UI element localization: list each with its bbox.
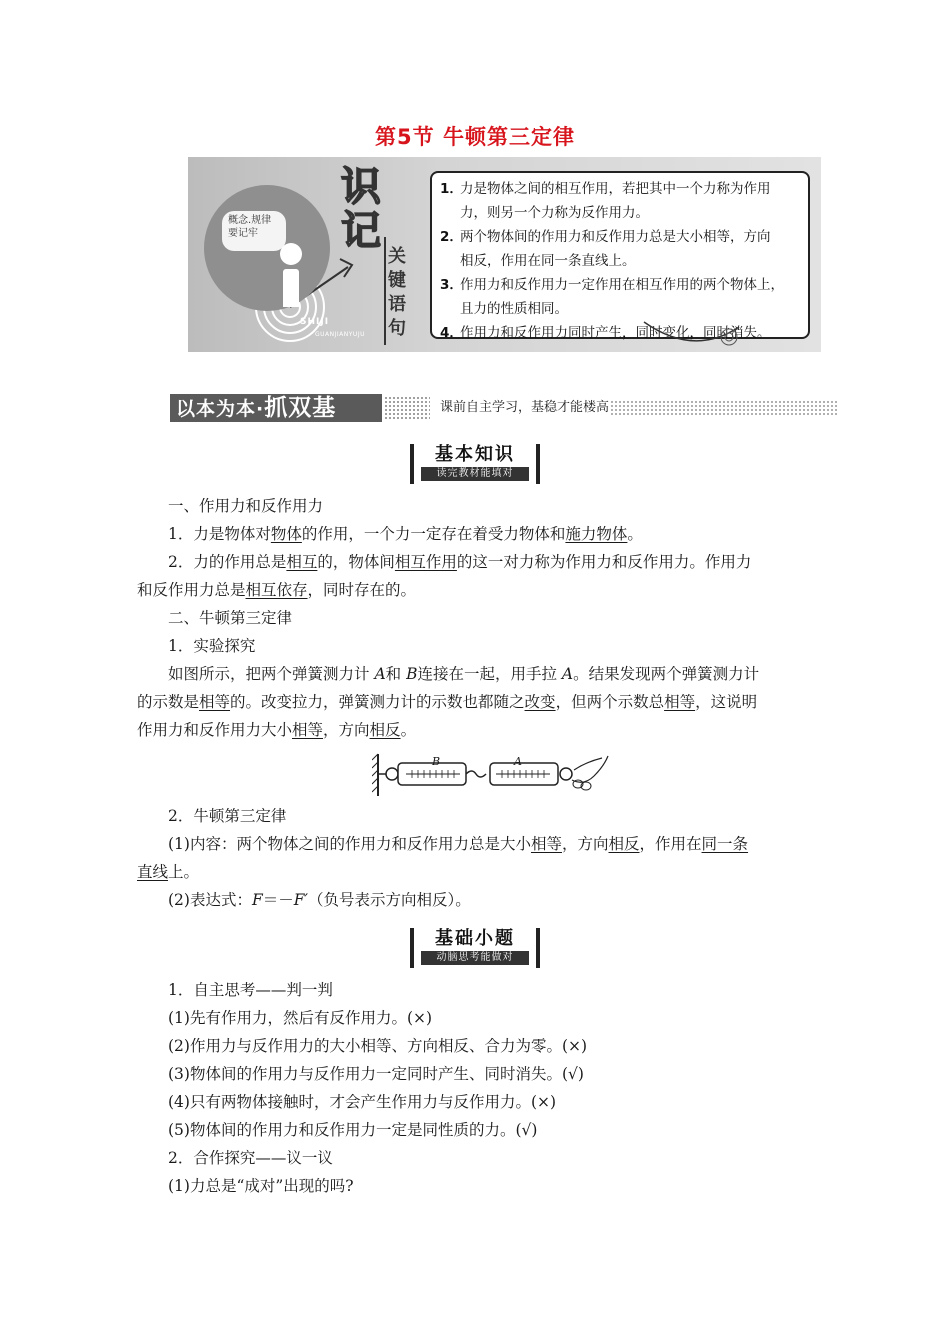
heading: 一、作用力和反作用力: [168, 497, 324, 515]
text: 的这一对力称为作用力和反作用力。作用力: [456, 553, 752, 571]
exercise-item: (3)物体间的作用力与反作用力一定同时产生、同时消失。(√): [168, 1065, 584, 1083]
key-point-line: 作用力和反作用力同时产生，同时变化，同时消失。: [460, 325, 771, 341]
key-point: [440, 177, 802, 225]
person-body-icon: [283, 269, 299, 307]
text: ，这说明: [695, 693, 758, 711]
variable: F: [251, 891, 263, 909]
text: ＝－: [262, 891, 294, 909]
text: ，同时存在的。: [307, 581, 417, 599]
text: 。: [627, 525, 643, 543]
heading: 2．合作探究——议一议: [168, 1149, 333, 1167]
answer: 相反: [369, 721, 401, 739]
key-point-num: 1．: [440, 181, 463, 197]
badge-title: 基础小题: [435, 928, 515, 949]
text: (1)内容：两个物体之间的作用力和反作用力总是大小: [168, 835, 531, 853]
text: 2．力的作用总是: [168, 553, 287, 571]
variable: A: [561, 665, 574, 683]
dot-pattern: [384, 396, 430, 420]
key-point: [440, 273, 802, 321]
figure-label-b: B: [432, 755, 441, 768]
key-point: [440, 321, 802, 345]
text: 和: [385, 665, 407, 683]
answer: 直线: [137, 863, 169, 881]
section-label-b: 抓双基: [264, 395, 337, 421]
answer: 相互依存: [245, 581, 308, 599]
key-point-num: 3．: [440, 277, 463, 293]
divider: [384, 237, 386, 345]
key-point-line: 作用力和反作用力一定作用在相互作用的两个物体上，: [460, 277, 784, 293]
paragraph: [168, 548, 848, 576]
variable: A: [374, 665, 386, 683]
key-point-num: 4．: [440, 325, 463, 341]
answer: 相等: [530, 835, 562, 853]
text: 如图所示，把两个弹簧测力计: [168, 665, 375, 683]
exercise-item: (5)物体间的作用力和反作用力一定是同性质的力。(√): [168, 1121, 538, 1139]
question: (1)力总是“成对”出现的吗?: [168, 1177, 354, 1195]
big-char-shi: 识: [341, 164, 381, 210]
text: (2)表达式：: [168, 891, 252, 909]
badge-basic-exercises: [410, 928, 540, 968]
key-point-line: 力，则另一个力称为反作用力。: [460, 205, 649, 221]
vertical-char: 关: [388, 246, 406, 267]
answer: 相等: [664, 693, 696, 711]
spiral-decoration: [634, 317, 744, 352]
paragraph: [168, 830, 848, 858]
person-head-icon: [280, 243, 302, 265]
speech-bubble: [222, 211, 286, 251]
bubble-line: 要记牢: [228, 228, 258, 239]
answer: 相反: [608, 835, 640, 853]
bubble-line: 概念.规律: [228, 215, 272, 226]
badge-subtitle: 动脑思考能做对: [421, 951, 529, 965]
key-point-num: 2．: [440, 229, 463, 245]
section-bar: [170, 394, 838, 422]
paragraph: [137, 716, 817, 744]
shiji-label: SHIJI: [300, 317, 330, 327]
text: 的，物体间: [317, 553, 395, 571]
answer: 相等: [199, 693, 231, 711]
text: （负号表示方向相反）。: [308, 891, 471, 909]
vertical-label: [388, 245, 410, 341]
key-point-line: 且力的性质相同。: [460, 301, 568, 317]
heading: 二、牛顿第三定律: [168, 609, 293, 627]
text: 的示数是: [137, 693, 200, 711]
text: 和反作用力总是: [137, 581, 246, 599]
vertical-char: 句: [388, 318, 406, 339]
answer: 同一条: [701, 835, 749, 853]
paragraph: [168, 660, 848, 688]
heading: 1．自主思考——判一判: [168, 981, 333, 999]
text: 。: [400, 721, 417, 739]
variable: F′: [293, 891, 309, 909]
spring-scale-figure: [372, 750, 612, 800]
paragraph: [137, 688, 817, 716]
exercise-item: (4)只有两物体接触时，才会产生作用力与反作用力。(×): [168, 1093, 557, 1111]
answer: 相等: [292, 721, 324, 739]
text: 1．力是物体对: [168, 525, 271, 543]
text: 上。: [168, 863, 200, 881]
text: 连接在一起，用手拉: [417, 665, 562, 683]
text: 。结果发现两个弹簧测力计: [573, 665, 760, 683]
exercise-item: (2)作用力与反作用力的大小相等、方向相反、合力为零。(×): [168, 1037, 588, 1055]
vertical-char: 键: [388, 270, 406, 291]
answer: 相互: [286, 553, 318, 571]
section-subtitle: 课前自主学习，基稳才能楼高: [440, 400, 610, 415]
key-point-line: 力是物体之间的相互作用，若把其中一个力称为作用: [460, 181, 771, 197]
key-point-line: 相反，作用在同一条直线上。: [460, 253, 636, 269]
subheading: 1．实验探究: [168, 637, 256, 655]
answer: 改变: [524, 693, 556, 711]
paragraph: [168, 520, 848, 548]
key-points-box: [430, 171, 810, 339]
text: ，但两个示数总: [555, 693, 665, 711]
answer: 相互作用: [394, 553, 457, 571]
text: 的作用，一个力一定存在着受力物体和: [301, 525, 566, 543]
section-bar-label: [170, 394, 382, 422]
big-char-ji: 记: [341, 208, 381, 254]
text: ，作用在: [639, 835, 702, 853]
paragraph: [137, 576, 817, 604]
exercise-item: (1)先有作用力，然后有反作用力。(×): [168, 1009, 433, 1027]
vertical-char: 语: [388, 294, 406, 315]
key-sentences-banner: [188, 157, 821, 352]
dot-pattern: [610, 400, 838, 416]
paragraph: [137, 858, 817, 886]
shiji-sub-label: GUANJIANYUJU: [315, 331, 365, 338]
text: ，方向: [561, 835, 609, 853]
subheading: 2．牛顿第三定律: [168, 807, 287, 825]
page-title: 第5节 牛顿第三定律: [375, 125, 575, 149]
paragraph: [168, 886, 848, 914]
badge-basic-knowledge: [410, 444, 540, 484]
variable: B: [406, 665, 418, 683]
text: 作用力和反作用力大小: [137, 721, 293, 739]
text: 的。改变拉力，弹簧测力计的示数也都随之: [230, 693, 525, 711]
figure-label-a: A: [514, 755, 522, 768]
key-point: [440, 225, 802, 273]
badge-subtitle: 读完教材能填对: [421, 467, 529, 481]
section-label-a: 以本为本·: [176, 398, 265, 420]
answer: 施力物体: [565, 525, 628, 543]
answer: 物体: [270, 525, 302, 543]
text: ，方向: [323, 721, 370, 739]
badge-title: 基本知识: [435, 444, 515, 465]
key-point-line: 两个物体间的作用力和反作用力总是大小相等，方向: [460, 229, 771, 245]
